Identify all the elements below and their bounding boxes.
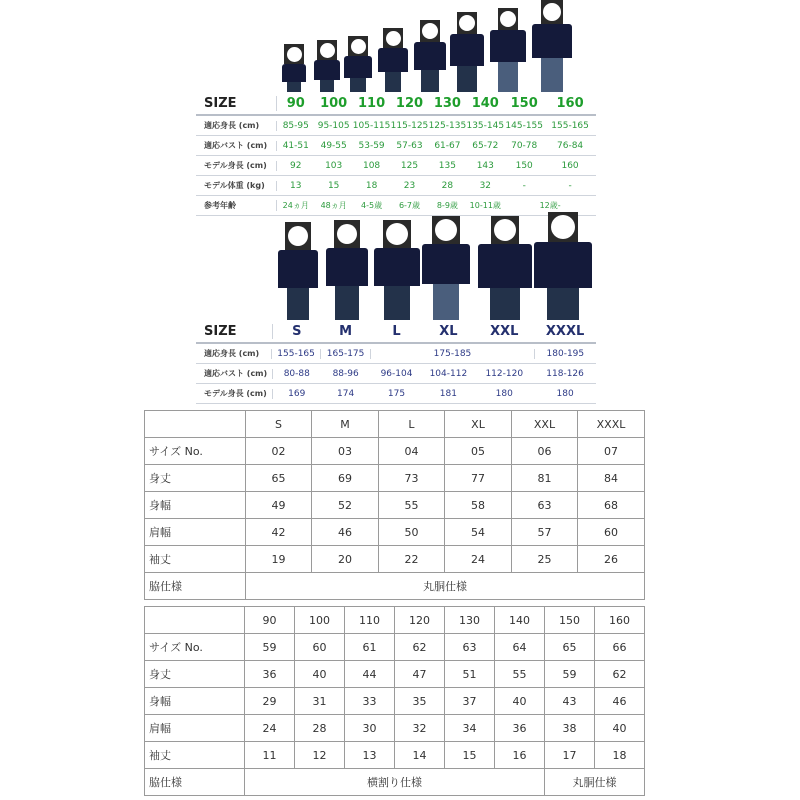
cell: 24 xyxy=(245,715,295,742)
cell: 10-11歳 xyxy=(469,201,501,210)
column-header: XXL xyxy=(512,411,578,438)
model-figure-90 xyxy=(282,44,306,92)
adult-size-l: L xyxy=(392,323,401,339)
adult-size-label: SIZE xyxy=(204,323,237,339)
cell: 125-135 xyxy=(428,120,467,131)
table-row xyxy=(145,742,645,769)
adult-chart-row xyxy=(196,364,596,384)
cell: 76-84 xyxy=(557,140,584,151)
cell: 49 xyxy=(246,492,312,519)
cell: 横割り仕様 xyxy=(245,769,545,796)
cell: 04 xyxy=(379,438,445,465)
cell: 07 xyxy=(578,438,645,465)
cell: 52 xyxy=(312,492,379,519)
cell: 160 xyxy=(561,160,579,171)
model-figure-l xyxy=(374,220,420,320)
row-label: 参考年齢 xyxy=(204,201,236,210)
cell: 92 xyxy=(276,161,315,171)
cell: 12歳- xyxy=(539,201,561,210)
kids-spec-table xyxy=(144,606,645,796)
cell: 80-88 xyxy=(272,369,321,379)
model-figure-150 xyxy=(490,8,526,92)
cell: 17 xyxy=(545,742,595,769)
row-label: サイズ No. xyxy=(145,438,246,465)
cell: 59 xyxy=(245,634,295,661)
table-header-row xyxy=(145,411,645,438)
row-label: サイズ No. xyxy=(145,634,245,661)
cell: 33 xyxy=(345,688,395,715)
cell: 06 xyxy=(512,438,578,465)
adult-chart-header-row xyxy=(196,320,596,344)
cell: 65 xyxy=(246,465,312,492)
cell: 41-51 xyxy=(276,141,315,151)
adult-size-xxl: XXL xyxy=(490,323,519,339)
cell: 丸胴仕様 xyxy=(545,769,645,796)
cell: 64 xyxy=(495,634,545,661)
adult-spec-table xyxy=(144,410,645,600)
cell: 174 xyxy=(337,388,355,399)
column-header: 130 xyxy=(445,607,495,634)
row-label: 身丈 xyxy=(145,465,246,492)
adult-chart-height-row xyxy=(196,344,596,364)
cell: 18 xyxy=(365,180,378,191)
cell: 73 xyxy=(379,465,445,492)
cell: 28 xyxy=(295,715,345,742)
row-label: 適応バスト (cm) xyxy=(204,369,268,378)
kids-chart-header-row xyxy=(196,92,596,116)
cell: 38 xyxy=(545,715,595,742)
cell: 181 xyxy=(439,388,457,399)
cell: 51 xyxy=(445,661,495,688)
cell: 19 xyxy=(246,546,312,573)
cell: 29 xyxy=(245,688,295,715)
cell: 59 xyxy=(545,661,595,688)
cell: 55 xyxy=(379,492,445,519)
cell: 58 xyxy=(445,492,512,519)
row-label: 袖丈 xyxy=(145,742,245,769)
row-label: 適応身長 (cm) xyxy=(204,349,260,358)
cell: 16 xyxy=(495,742,545,769)
cell: 36 xyxy=(495,715,545,742)
kids-model-photos xyxy=(276,0,580,92)
kids-size-chart xyxy=(196,92,596,216)
cell: 57 xyxy=(512,519,578,546)
cell: 155-165 xyxy=(551,120,589,131)
row-label: モデル身長 (cm) xyxy=(204,161,267,170)
cell: 54 xyxy=(445,519,512,546)
cell: 42 xyxy=(246,519,312,546)
row-label: 身丈 xyxy=(145,661,245,688)
cell: - xyxy=(522,180,526,191)
cell: 62 xyxy=(395,634,445,661)
table-row xyxy=(145,519,645,546)
cell: 20 xyxy=(312,546,379,573)
cell: 150 xyxy=(515,160,533,171)
header-blank xyxy=(145,607,245,634)
column-header: XXXL xyxy=(578,411,645,438)
kids-size-130: 130 xyxy=(433,95,461,111)
cell: 57-63 xyxy=(396,140,423,151)
cell: 88-96 xyxy=(332,368,359,379)
cell: 49-55 xyxy=(320,140,347,151)
adult-chart-row xyxy=(196,384,596,404)
table-row xyxy=(145,492,645,519)
cell: 丸胴仕様 xyxy=(246,573,645,600)
model-figure-110 xyxy=(344,36,372,92)
kids-chart-row xyxy=(196,136,596,156)
table-row xyxy=(145,438,645,465)
cell: 02 xyxy=(246,438,312,465)
cell: 145-155 xyxy=(505,120,543,131)
row-label: 脇仕様 xyxy=(145,573,246,600)
kids-size-90: 90 xyxy=(276,96,315,111)
model-figure-s xyxy=(278,222,318,320)
cell: 69 xyxy=(312,465,379,492)
cell: 65-72 xyxy=(472,140,499,151)
table-row xyxy=(145,769,645,796)
column-header: 120 xyxy=(395,607,445,634)
cell: 169 xyxy=(272,389,321,399)
cell: 60 xyxy=(295,634,345,661)
kids-size-110: 110 xyxy=(358,95,386,111)
cell: 22 xyxy=(379,546,445,573)
cell: 53-59 xyxy=(358,140,385,151)
column-header: S xyxy=(246,411,312,438)
cell: 15 xyxy=(327,180,340,191)
cell: 165-175 xyxy=(320,349,370,359)
header-blank xyxy=(145,411,246,438)
kids-size-150: 150 xyxy=(510,95,538,111)
table-row xyxy=(145,661,645,688)
cell: 55 xyxy=(495,661,545,688)
cell: 77 xyxy=(445,465,512,492)
cell: 8-9歳 xyxy=(436,201,458,210)
row-label: モデル体重 (kg) xyxy=(204,181,265,190)
kids-size-140: 140 xyxy=(471,95,499,111)
cell: 11 xyxy=(245,742,295,769)
cell: 03 xyxy=(312,438,379,465)
cell: 05 xyxy=(445,438,512,465)
cell: 46 xyxy=(312,519,379,546)
cell: 175-185 xyxy=(370,349,533,359)
cell: 143 xyxy=(476,160,494,171)
cell: 180 xyxy=(556,388,574,399)
table-row xyxy=(145,634,645,661)
cell: 25 xyxy=(512,546,578,573)
cell: 24 xyxy=(445,546,512,573)
column-header: 160 xyxy=(595,607,645,634)
adult-size-xxxl: XXXL xyxy=(545,323,585,339)
cell: 36 xyxy=(245,661,295,688)
cell: - xyxy=(568,180,572,191)
model-figure-130 xyxy=(414,20,446,92)
cell: 66 xyxy=(595,634,645,661)
cell: 37 xyxy=(445,688,495,715)
cell: 115-125 xyxy=(390,120,429,131)
cell: 135-145 xyxy=(466,120,505,131)
cell: 34 xyxy=(445,715,495,742)
column-header: XL xyxy=(445,411,512,438)
cell: 35 xyxy=(395,688,445,715)
model-figure-140 xyxy=(450,12,484,92)
model-figure-120 xyxy=(378,28,408,92)
cell: 46 xyxy=(595,688,645,715)
kids-chart-row xyxy=(196,116,596,136)
adult-size-xl: XL xyxy=(439,323,458,339)
cell: 155-165 xyxy=(271,349,320,359)
cell: 4-5歳 xyxy=(361,201,383,210)
table-row xyxy=(145,546,645,573)
cell: 30 xyxy=(345,715,395,742)
column-header: 110 xyxy=(345,607,395,634)
cell: 48ヵ月 xyxy=(320,201,347,210)
cell: 50 xyxy=(379,519,445,546)
cell: 70-78 xyxy=(511,140,538,151)
table-row xyxy=(145,465,645,492)
column-header: 100 xyxy=(295,607,345,634)
column-header: 90 xyxy=(245,607,295,634)
row-label: 肩幅 xyxy=(145,519,246,546)
row-label: 身幅 xyxy=(145,688,245,715)
cell: 60 xyxy=(578,519,645,546)
cell: 63 xyxy=(512,492,578,519)
cell: 85-95 xyxy=(276,121,315,131)
cell: 65 xyxy=(545,634,595,661)
cell: 32 xyxy=(395,715,445,742)
table-row xyxy=(145,573,645,600)
cell: 24ヵ月 xyxy=(276,200,315,211)
cell: 13 xyxy=(276,181,315,191)
cell: 13 xyxy=(345,742,395,769)
row-label: 脇仕様 xyxy=(145,769,245,796)
cell: 12 xyxy=(295,742,345,769)
cell: 108 xyxy=(362,160,381,171)
row-label: モデル身長 (cm) xyxy=(204,389,267,398)
cell: 95-105 xyxy=(317,120,350,131)
row-label: 適応バスト (cm) xyxy=(204,141,268,150)
model-figure-xl xyxy=(422,216,470,320)
column-header: M xyxy=(312,411,379,438)
cell: 180 xyxy=(495,388,513,399)
kids-chart-row xyxy=(196,176,596,196)
cell: 62 xyxy=(595,661,645,688)
model-figure-100 xyxy=(314,40,340,92)
adult-size-s: S xyxy=(272,324,321,339)
model-figure-160 xyxy=(532,0,572,92)
adult-size-chart xyxy=(196,320,596,404)
table-row xyxy=(145,688,645,715)
column-header: L xyxy=(379,411,445,438)
cell: 104-112 xyxy=(429,368,468,379)
cell: 61 xyxy=(345,634,395,661)
row-label: 身幅 xyxy=(145,492,246,519)
cell: 105-115 xyxy=(352,120,391,131)
kids-size-label: SIZE xyxy=(204,95,237,111)
kids-chart-row xyxy=(196,156,596,176)
row-label: 適応身長 (cm) xyxy=(204,121,260,130)
cell: 44 xyxy=(345,661,395,688)
cell: 63 xyxy=(445,634,495,661)
kids-size-100: 100 xyxy=(320,95,348,111)
model-figure-xxl xyxy=(478,216,532,320)
cell: 103 xyxy=(325,160,343,171)
cell: 112-120 xyxy=(485,368,524,379)
column-header: 140 xyxy=(495,607,545,634)
cell: 40 xyxy=(495,688,545,715)
adult-size-m: M xyxy=(339,323,353,339)
cell: 14 xyxy=(395,742,445,769)
model-figure-xxxl xyxy=(534,212,592,320)
cell: 26 xyxy=(578,546,645,573)
cell: 15 xyxy=(445,742,495,769)
kids-size-160: 160 xyxy=(556,95,584,111)
cell: 135 xyxy=(438,160,456,171)
cell: 118-126 xyxy=(546,368,584,379)
cell: 61-67 xyxy=(434,140,461,151)
cell: 180-195 xyxy=(534,349,596,359)
row-label: 肩幅 xyxy=(145,715,245,742)
model-figure-m xyxy=(326,220,368,320)
cell: 81 xyxy=(512,465,578,492)
cell: 96-104 xyxy=(380,368,413,379)
table-row xyxy=(145,715,645,742)
cell: 125 xyxy=(400,160,419,171)
cell: 18 xyxy=(595,742,645,769)
cell: 40 xyxy=(595,715,645,742)
cell: 28 xyxy=(441,180,454,191)
cell: 68 xyxy=(578,492,645,519)
row-label: 袖丈 xyxy=(145,546,246,573)
cell: 40 xyxy=(295,661,345,688)
cell: 47 xyxy=(395,661,445,688)
kids-size-120: 120 xyxy=(395,95,424,111)
column-header: 150 xyxy=(545,607,595,634)
cell: 31 xyxy=(295,688,345,715)
cell: 6-7歳 xyxy=(398,201,421,210)
cell: 32 xyxy=(479,180,492,191)
cell: 84 xyxy=(578,465,645,492)
adult-model-photos xyxy=(272,210,592,320)
table-header-row xyxy=(145,607,645,634)
cell: 43 xyxy=(545,688,595,715)
cell: 175 xyxy=(387,388,406,399)
cell: 23 xyxy=(403,180,416,191)
